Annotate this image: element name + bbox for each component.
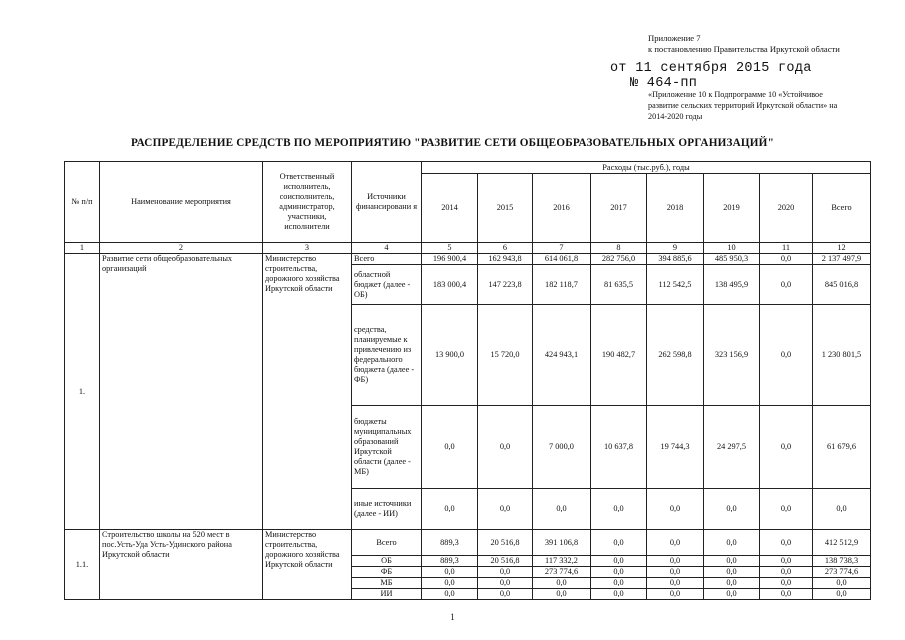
value-cell: 0,0 [760,567,813,578]
value-cell: 0,0 [704,556,760,567]
header-year: 2014 [422,174,478,243]
value-cell: 61 679,6 [813,406,871,489]
value-cell: 0,0 [591,530,647,556]
header-sources: Источники финансировани я [352,162,422,243]
value-cell: 0,0 [647,556,704,567]
funding-source: Всего [352,530,422,556]
funding-source: бюджеты муниципальных образований Иркутской области (далее - МБ) [352,406,422,489]
value-cell: 117 332,2 [533,556,591,567]
header-expenses: Расходы (тыс.руб.), годы [422,162,871,174]
value-cell: 0,0 [422,489,478,530]
value-cell: 0,0 [591,556,647,567]
value-cell: 0,0 [760,530,813,556]
value-cell: 0,0 [422,578,478,589]
value-cell: 0,0 [422,406,478,489]
appendix-line-1: Приложение 7 [648,33,701,43]
col-number: 3 [263,243,352,254]
header-year: 2020 [760,174,813,243]
value-cell: 0,0 [591,578,647,589]
value-cell: 0,0 [760,265,813,305]
activity-name: Развитие сети общеобразовательных организаций [100,254,263,530]
table-row [65,254,871,265]
value-cell: 183 000,4 [422,265,478,305]
value-cell: 0,0 [422,589,478,600]
value-cell: 0,0 [704,578,760,589]
value-cell: 0,0 [591,567,647,578]
value-cell: 7 000,0 [533,406,591,489]
value-cell: 0,0 [704,567,760,578]
value-cell: 2 137 497,9 [813,254,871,265]
stamp-date: от 11 сентября 2015 года [610,61,812,76]
value-cell: 0,0 [813,489,871,530]
funding-source: МБ [352,578,422,589]
col-number: 8 [591,243,647,254]
header-year: 2016 [533,174,591,243]
value-cell: 10 637,8 [591,406,647,489]
row-num: 1. [65,254,100,530]
value-cell: 0,0 [533,578,591,589]
value-cell: 0,0 [813,578,871,589]
col-number: 2 [100,243,263,254]
value-cell: 162 943,8 [478,254,533,265]
value-cell: 889,3 [422,556,478,567]
page-number: 1 [450,612,455,622]
value-cell: 323 156,9 [704,305,760,406]
header-year: 2017 [591,174,647,243]
funding-source: средства, планируемые к привлечению из федерального бюджета (далее - ФБ) [352,305,422,406]
value-cell: 394 885,6 [647,254,704,265]
value-cell: 391 106,8 [533,530,591,556]
distribution-table [64,161,871,600]
funding-source: ФБ [352,567,422,578]
supplement-line-2: развитие сельских территорий Иркутской области» на [648,101,838,110]
column-number-row [65,243,871,254]
header-year: 2015 [478,174,533,243]
funding-source: Всего [352,254,422,265]
value-cell: 190 482,7 [591,305,647,406]
value-cell: 0,0 [647,567,704,578]
value-cell: 0,0 [704,530,760,556]
value-cell: 20 516,8 [478,530,533,556]
header-name: Наименование мероприятия [100,162,263,243]
activity-name: Строительство школы на 520 мест в пос.Усть-Уда Усть-Удинского района Иркутской области [100,530,263,600]
col-number: 1 [65,243,100,254]
col-number: 4 [352,243,422,254]
value-cell: 889,3 [422,530,478,556]
value-cell: 0,0 [478,489,533,530]
col-number: 9 [647,243,704,254]
value-cell: 0,0 [533,589,591,600]
funding-source: иные источники (далее - ИИ) [352,489,422,530]
supplement-line-1: «Приложение 10 к Подпрограмме 10 «Устойчивое [648,90,823,99]
value-cell: 138 495,9 [704,265,760,305]
value-cell: 196 900,4 [422,254,478,265]
value-cell: 273 774,6 [533,567,591,578]
value-cell: 0,0 [760,489,813,530]
value-cell: 182 118,7 [533,265,591,305]
stamp-number: № 464-пп [630,76,698,91]
value-cell: 0,0 [647,489,704,530]
value-cell: 81 635,5 [591,265,647,305]
col-number: 5 [422,243,478,254]
header-responsible: Ответственный исполнитель, соисполнитель, администратор, участники, исполнители [263,162,352,243]
value-cell: 845 016,8 [813,265,871,305]
value-cell: 0,0 [704,489,760,530]
table-row [65,530,871,556]
value-cell: 0,0 [478,589,533,600]
row-num: 1.1. [65,530,100,600]
value-cell: 0,0 [422,567,478,578]
col-number: 12 [813,243,871,254]
value-cell: 0,0 [760,305,813,406]
date-stamp [610,61,812,91]
supplement-line-3: 2014-2020 годы [648,112,703,121]
header-total: Всего [813,174,871,243]
value-cell: 282 756,0 [591,254,647,265]
value-cell: 147 223,8 [478,265,533,305]
col-number: 7 [533,243,591,254]
value-cell: 0,0 [704,589,760,600]
value-cell: 0,0 [760,406,813,489]
value-cell: 13 900,0 [422,305,478,406]
value-cell: 0,0 [647,589,704,600]
col-number: 10 [704,243,760,254]
value-cell: 0,0 [591,489,647,530]
funding-source: областной бюджет (далее - ОБ) [352,265,422,305]
value-cell: 0,0 [647,530,704,556]
document-title: РАСПРЕДЕЛЕНИЕ СРЕДСТВ ПО МЕРОПРИЯТИЮ "РАЗВИТИЕ СЕТИ ОБЩЕОБРАЗОВАТЕЛЬНЫХ ОРГАНИЗАЦИЙ" [130,137,774,149]
col-number: 11 [760,243,813,254]
value-cell: 0,0 [760,589,813,600]
value-cell: 412 512,9 [813,530,871,556]
value-cell: 0,0 [760,254,813,265]
header-num: № п/п [65,162,100,243]
value-cell: 0,0 [478,406,533,489]
value-cell: 15 720,0 [478,305,533,406]
value-cell: 0,0 [760,578,813,589]
value-cell: 0,0 [533,489,591,530]
value-cell: 614 061,8 [533,254,591,265]
funding-source: ИИ [352,589,422,600]
value-cell: 0,0 [647,578,704,589]
col-number: 6 [478,243,533,254]
value-cell: 19 744,3 [647,406,704,489]
value-cell: 424 943,1 [533,305,591,406]
funding-source: ОБ [352,556,422,567]
value-cell: 0,0 [813,589,871,600]
header-year: 2019 [704,174,760,243]
responsible-executor: Министерство строительства, дорожного хозяйства Иркутской области [263,530,352,600]
appendix-line-2: к постановлению Правительства Иркутской области [648,44,840,55]
value-cell: 262 598,8 [647,305,704,406]
value-cell: 0,0 [591,589,647,600]
value-cell: 20 516,8 [478,556,533,567]
value-cell: 0,0 [478,578,533,589]
value-cell: 0,0 [760,556,813,567]
supplement-note [648,89,898,122]
value-cell: 138 738,3 [813,556,871,567]
header-year: 2018 [647,174,704,243]
value-cell: 1 230 801,5 [813,305,871,406]
value-cell: 485 950,3 [704,254,760,265]
value-cell: 24 297,5 [704,406,760,489]
responsible-executor: Министерство строительства, дорожного хозяйства Иркутской области [263,254,352,530]
value-cell: 273 774,6 [813,567,871,578]
value-cell: 0,0 [478,567,533,578]
value-cell: 112 542,5 [647,265,704,305]
